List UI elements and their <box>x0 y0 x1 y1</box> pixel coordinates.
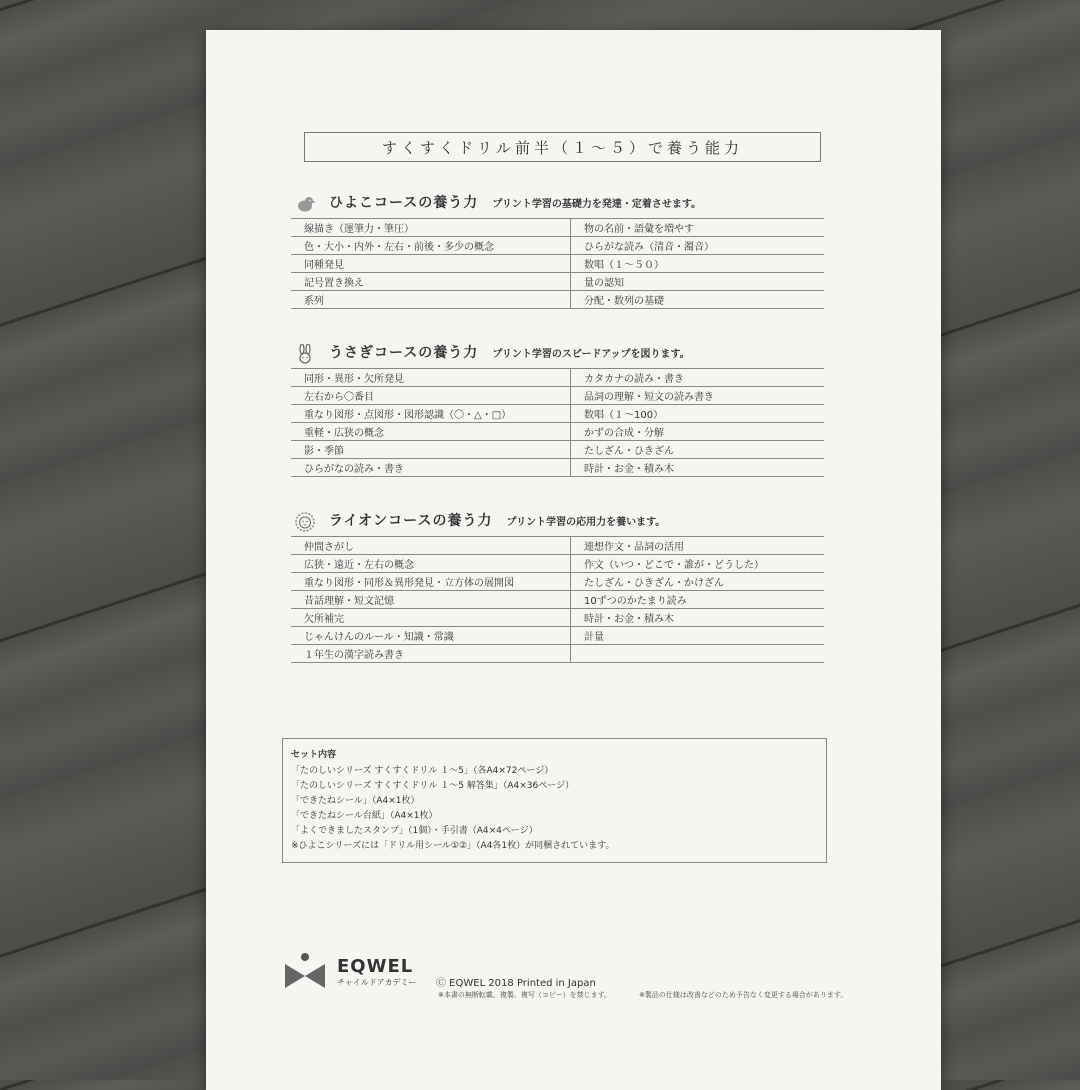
table-cell <box>571 645 825 663</box>
table-cell: かずの合成・分解 <box>571 423 825 441</box>
set-contents-line: 「たのしいシリーズ すくすくドリル １～5 解答集」（A4×36ページ） <box>291 781 575 791</box>
table-cell: カタカナの読み・書き <box>571 369 825 387</box>
table-cell: 同形・異形・欠所発見 <box>291 369 571 387</box>
table-row <box>291 555 824 573</box>
table-cell: 物の名前・語彙を増やす <box>571 219 825 237</box>
table-cell: 量の認知 <box>571 273 825 291</box>
table-row <box>291 459 824 477</box>
table-row <box>291 537 824 555</box>
table-row <box>291 573 824 591</box>
table-row <box>291 645 824 663</box>
set-contents-line: 「たのしいシリーズ すくすくドリル １～5」（各A4×72ページ） <box>291 766 554 776</box>
table-cell: 計量 <box>571 627 825 645</box>
set-contents-line: 「よくできましたスタンプ」（1個）・手引書（A4×4ページ） <box>291 826 538 836</box>
table-cell: 左右から〇番目 <box>291 387 571 405</box>
skills-table <box>291 218 824 309</box>
lion-icon <box>295 512 315 532</box>
footer-notes <box>438 990 847 1000</box>
course-name: うさぎコースの養う力 <box>329 345 479 361</box>
table-cell: 記号置き換え <box>291 273 571 291</box>
table-cell: 分配・数列の基礎 <box>571 291 825 309</box>
table-cell: たしざん・ひきざん <box>571 441 825 459</box>
table-cell: 数唱（１～100） <box>571 405 825 423</box>
footer-note: ※製品の仕様は改善などのため予告なく変更する場合があります。 <box>639 991 848 999</box>
course-subtitle: プリント学習の基礎力を発達・定着させます。 <box>492 199 702 210</box>
table-cell: ひらがなの読み・書き <box>291 459 571 477</box>
course-name: ライオンコースの養う力 <box>329 513 493 529</box>
table-row <box>291 219 824 237</box>
table-cell: 品詞の理解・短文の読み書き <box>571 387 825 405</box>
table-row <box>291 291 824 309</box>
table-row <box>291 237 824 255</box>
table-row <box>291 591 824 609</box>
set-contents-line: 「できたねシール台紙」（A4×1枚） <box>291 811 438 821</box>
table-row <box>291 255 824 273</box>
drill-info-sheet <box>206 30 941 1090</box>
course-header <box>295 342 824 366</box>
table-row <box>291 423 824 441</box>
skills-table <box>291 368 824 477</box>
course-header <box>295 510 824 534</box>
course-section-hiyoko <box>291 192 824 309</box>
table-cell: 同種発見 <box>291 255 571 273</box>
table-cell: 作文（いつ・どこで・誰が・どうした） <box>571 555 825 573</box>
logo-tagline: チャイルドアカデミー <box>337 978 417 987</box>
table-row <box>291 609 824 627</box>
table-cell: 仲間さがし <box>291 537 571 555</box>
course-header <box>295 192 824 216</box>
table-row <box>291 273 824 291</box>
set-contents-line: 「できたねシール」（A4×1枚） <box>291 796 420 806</box>
table-cell: 影・季節 <box>291 441 571 459</box>
table-cell: 数唱（１～５０） <box>571 255 825 273</box>
table-cell: 欠所補完 <box>291 609 571 627</box>
table-cell: 系列 <box>291 291 571 309</box>
table-row <box>291 369 824 387</box>
table-cell: 重なり図形・点図形・図形認識（〇・△・□） <box>291 405 571 423</box>
bowtie-logo-icon <box>283 952 327 992</box>
table-cell: 重軽・広狭の概念 <box>291 423 571 441</box>
table-cell: 昔話理解・短文記憶 <box>291 591 571 609</box>
copyright-text: Ⓒ EQWEL 2018 Printed in Japan <box>436 978 596 989</box>
chick-icon <box>295 194 315 214</box>
page-title: すくすくドリル前半（１～５）で養う能力 <box>304 132 821 162</box>
eqwel-logo <box>283 952 416 992</box>
table-cell: 時計・お金・積み木 <box>571 459 825 477</box>
table-row <box>291 441 824 459</box>
table-cell: 重なり図形・同形＆異形発見・立方体の展開図 <box>291 573 571 591</box>
rabbit-icon <box>295 344 315 364</box>
table-cell: １年生の漢字読み書き <box>291 645 571 663</box>
course-name: ひよこコースの養う力 <box>329 195 479 211</box>
table-cell: 連想作文・品詞の活用 <box>571 537 825 555</box>
course-subtitle: プリント学習のスピードアップを図ります。 <box>492 349 690 360</box>
set-contents-line: ※ひよこシリーズには「ドリル用シール①②」（A4各1枚）が同梱されています。 <box>291 841 615 851</box>
table-cell: たしざん・ひきざん・かけざん <box>571 573 825 591</box>
table-cell: 10ずつのかたまり読み <box>571 591 825 609</box>
table-cell: 色・大小・内外・左右・前後・多少の概念 <box>291 237 571 255</box>
table-row <box>291 627 824 645</box>
logo-wordmark: EQWEL <box>337 956 414 977</box>
set-contents-box <box>282 738 827 863</box>
footer-note: ※本書の無断転載、複製、複写（コピー）を禁じます。 <box>438 991 612 999</box>
set-contents-heading: セット内容 <box>291 750 337 760</box>
table-cell: 広狭・遠近・左右の概念 <box>291 555 571 573</box>
table-cell: じゃんけんのルール・知識・常識 <box>291 627 571 645</box>
skills-table <box>291 536 824 663</box>
table-cell: 線描き（運筆力・筆圧） <box>291 219 571 237</box>
table-cell: 時計・お金・積み木 <box>571 609 825 627</box>
table-row <box>291 405 824 423</box>
course-section-usagi <box>291 342 824 477</box>
table-cell: ひらがな読み（清音・濁音） <box>571 237 825 255</box>
course-subtitle: プリント学習の応用力を養います。 <box>506 517 666 528</box>
course-section-lion <box>291 510 824 663</box>
table-row <box>291 387 824 405</box>
